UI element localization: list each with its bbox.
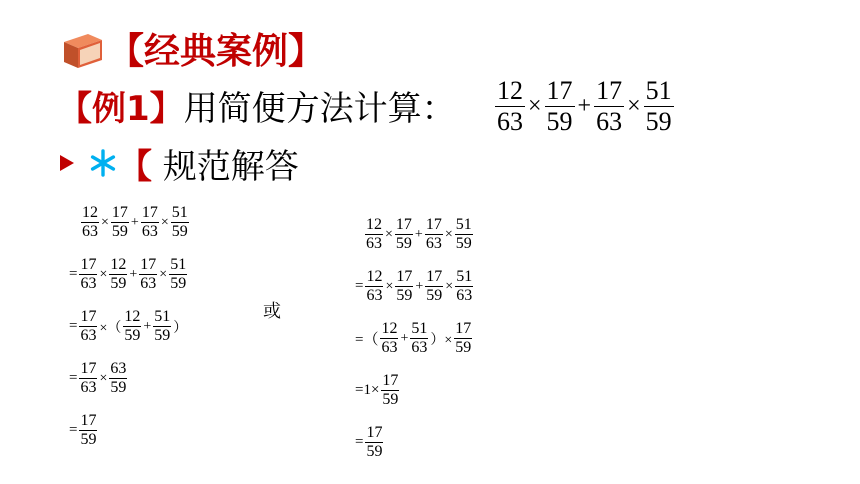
numerator: 51 <box>456 268 473 285</box>
section-title-text: 经典案例 <box>144 31 289 72</box>
denominator: 59 <box>170 275 187 292</box>
operator: ×（ <box>99 320 122 336</box>
denominator: 59 <box>154 327 171 344</box>
fraction <box>79 412 97 449</box>
operator: ） <box>173 320 188 336</box>
fraction <box>454 320 472 357</box>
operator: + <box>143 318 152 334</box>
numerator: 17 <box>396 268 413 285</box>
numerator: 12 <box>110 256 127 273</box>
denominator: 63 <box>411 339 428 356</box>
fraction <box>410 320 428 357</box>
method1-line-2 <box>68 256 188 293</box>
method2-line-3 <box>354 320 473 357</box>
fraction <box>365 216 383 253</box>
operator: × <box>101 214 109 230</box>
denominator: 59 <box>366 443 383 460</box>
denominator: 59 <box>395 235 412 252</box>
numerator: 12 <box>124 308 141 325</box>
fraction <box>545 76 575 137</box>
denominator: 63 <box>80 275 97 292</box>
numerator: 51 <box>455 216 472 233</box>
fraction <box>79 256 97 293</box>
numerator: 17 <box>382 372 399 389</box>
denominator: 59 <box>171 223 188 240</box>
operator: × <box>159 266 168 282</box>
method2-line-4 <box>354 372 400 409</box>
or-label: 或 <box>263 301 281 322</box>
numerator: 51 <box>645 76 672 105</box>
numerator: 17 <box>395 216 412 233</box>
triangle-bullet-icon <box>60 155 74 171</box>
operator: + <box>415 278 424 294</box>
fraction <box>425 216 443 253</box>
numerator: 51 <box>171 204 188 221</box>
fraction <box>594 76 624 137</box>
numerator: 51 <box>411 320 428 337</box>
solution-bracket: 【 <box>118 147 152 187</box>
fraction <box>123 308 141 345</box>
snowflake-icon <box>88 148 118 178</box>
denominator: 63 <box>140 275 157 292</box>
method2-line-2 <box>354 268 474 305</box>
numerator: 12 <box>82 204 98 221</box>
method1-line-4 <box>68 360 128 397</box>
operator: × <box>528 93 542 119</box>
numerator: 17 <box>425 216 442 233</box>
denominator: 63 <box>497 107 523 136</box>
numerator: 51 <box>170 256 187 273</box>
fraction <box>153 308 171 345</box>
denominator: 63 <box>456 287 473 304</box>
fraction <box>79 308 97 345</box>
method1-line-1 <box>80 204 190 241</box>
fraction <box>455 268 473 305</box>
denominator: 59 <box>645 107 672 136</box>
fraction <box>141 204 159 241</box>
method2-line-5 <box>354 424 384 461</box>
section-title <box>108 26 324 78</box>
denominator: 59 <box>426 287 443 304</box>
example-prompt: 用简便方法计算： <box>183 89 456 129</box>
numerator: 17 <box>80 256 97 273</box>
fraction <box>169 256 187 293</box>
operator: × <box>385 278 394 294</box>
numerator: 12 <box>381 320 398 337</box>
operator: = <box>69 422 78 438</box>
denominator: 59 <box>110 275 127 292</box>
numerator: 17 <box>140 256 157 273</box>
denominator: 59 <box>455 235 472 252</box>
operator: = <box>69 370 78 386</box>
numerator: 17 <box>596 76 623 105</box>
numerator: 12 <box>366 216 382 233</box>
numerator: 17 <box>455 320 472 337</box>
solution-title: 规范解答 <box>162 147 299 187</box>
operator: × <box>385 226 393 242</box>
denominator: 63 <box>80 327 97 344</box>
operator: × <box>445 278 454 294</box>
denominator: 59 <box>80 431 97 448</box>
example-label: 【例1】 <box>58 89 184 129</box>
numerator: 12 <box>497 76 523 105</box>
problem-expression <box>494 76 675 137</box>
numerator: 17 <box>80 360 97 377</box>
denominator: 59 <box>382 391 399 408</box>
fraction <box>644 76 674 137</box>
fraction <box>79 360 97 397</box>
solution-heading <box>118 142 299 192</box>
method1-line-3 <box>68 308 188 345</box>
operator: + <box>129 266 138 282</box>
denominator: 63 <box>381 339 398 356</box>
book-icon <box>58 30 106 72</box>
operator: + <box>130 214 139 230</box>
denominator: 59 <box>124 327 141 344</box>
fraction <box>380 320 398 357</box>
denominator: 63 <box>141 223 158 240</box>
operator: × <box>99 370 108 386</box>
operator: = <box>69 318 78 334</box>
denominator: 59 <box>111 223 128 240</box>
numerator: 17 <box>111 204 128 221</box>
method1-line-5 <box>68 412 98 449</box>
numerator: 17 <box>80 412 97 429</box>
fraction <box>111 204 129 241</box>
fraction <box>109 360 127 397</box>
fraction <box>109 256 127 293</box>
fraction <box>395 268 413 305</box>
numerator: 17 <box>426 268 443 285</box>
numerator: 12 <box>366 268 383 285</box>
operator: × <box>99 266 108 282</box>
fraction <box>171 204 189 241</box>
example-heading <box>58 84 456 134</box>
operator: =1× <box>355 382 380 398</box>
denominator: 59 <box>455 339 472 356</box>
denominator: 59 <box>396 287 413 304</box>
operator: = <box>355 434 364 450</box>
operator: = <box>69 266 78 282</box>
numerator: 17 <box>80 308 97 325</box>
denominator: 63 <box>596 107 623 136</box>
denominator: 63 <box>366 235 382 252</box>
operator: + <box>414 226 423 242</box>
operator: × <box>160 214 169 230</box>
numerator: 17 <box>546 76 573 105</box>
numerator: 51 <box>154 308 171 325</box>
numerator: 17 <box>366 424 383 441</box>
fraction <box>139 256 157 293</box>
denominator: 63 <box>366 287 383 304</box>
operator: = <box>355 278 364 294</box>
numerator: 17 <box>141 204 158 221</box>
operator: + <box>400 330 409 346</box>
method2-line-1 <box>364 216 474 253</box>
operator: × <box>444 226 453 242</box>
fraction <box>365 424 383 461</box>
numerator: 63 <box>110 360 127 377</box>
operator: + <box>577 93 592 119</box>
operator: =（ <box>355 332 379 348</box>
bracket-close: 】 <box>288 31 325 72</box>
denominator: 63 <box>425 235 442 252</box>
fraction <box>365 268 383 305</box>
denominator: 59 <box>110 379 127 396</box>
operator: ）× <box>430 332 453 348</box>
bracket-open: 【 <box>108 31 145 72</box>
denominator: 59 <box>546 107 573 136</box>
fraction <box>381 372 399 409</box>
operator: × <box>627 93 641 119</box>
fraction <box>425 268 443 305</box>
denominator: 63 <box>80 379 97 396</box>
fraction <box>495 76 525 137</box>
denominator: 63 <box>82 223 98 240</box>
fraction <box>81 204 99 241</box>
fraction <box>395 216 413 253</box>
fraction <box>455 216 473 253</box>
